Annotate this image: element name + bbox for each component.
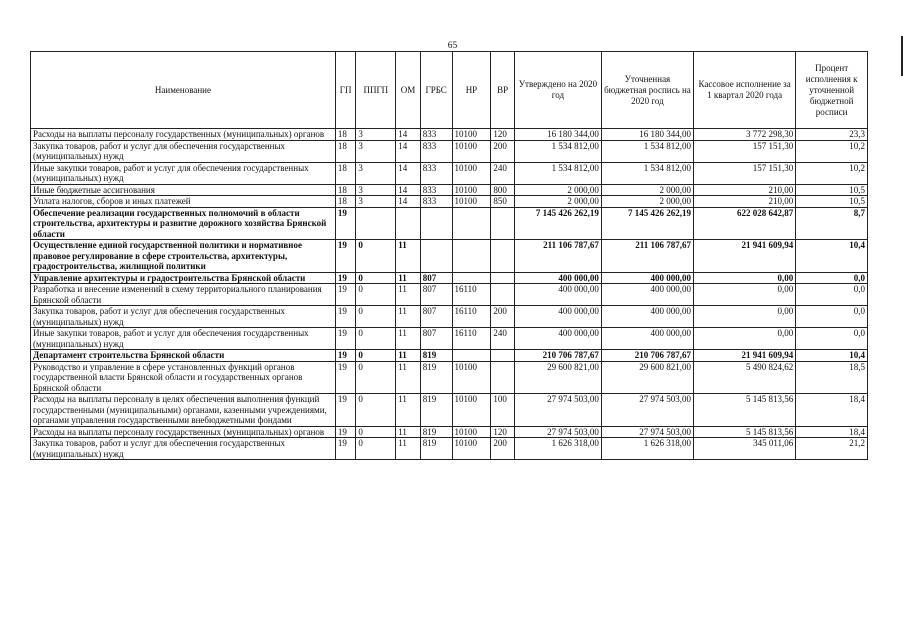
cell-cash: 21 941 609,94 [693, 350, 795, 362]
cell-np [452, 240, 491, 273]
header-gp: ГП [335, 52, 355, 129]
table-row [31, 350, 868, 362]
cell-cash: 622 028 642,87 [693, 207, 795, 240]
cell-vr: 850 [491, 196, 515, 208]
cell-ppgp: 0 [356, 394, 396, 427]
cell-approved: 2 000,00 [514, 196, 601, 208]
cell-approved: 1 534 812,00 [514, 140, 601, 162]
cell-om: 14 [396, 140, 421, 162]
cell-vr: 120 [491, 426, 515, 438]
cell-grbs: 807 [420, 272, 452, 284]
table-row [31, 394, 868, 427]
cell-om: 14 [396, 184, 421, 196]
cell-percent: 21,2 [796, 438, 868, 460]
cell-refined: 7 145 426 262,19 [601, 207, 693, 240]
cell-om: 11 [396, 240, 421, 273]
cell-ppgp: 0 [356, 306, 396, 328]
cell-name: Уплата налогов, сборов и иных платежей [31, 196, 336, 208]
table-row [31, 306, 868, 328]
cell-percent: 10,5 [796, 184, 868, 196]
cell-cash: 5 145 813,56 [693, 394, 795, 427]
cell-grbs: 833 [420, 140, 452, 162]
cell-vr: 200 [491, 306, 515, 328]
cell-percent: 10,2 [796, 140, 868, 162]
cell-grbs: 819 [420, 394, 452, 427]
table-row [31, 129, 868, 141]
cell-refined: 400 000,00 [601, 284, 693, 306]
cell-om: 11 [396, 328, 421, 350]
cell-grbs: 819 [420, 361, 452, 394]
cell-name: Управление архитектуры и градостроительства Брянской области [31, 272, 336, 284]
table-row [31, 438, 868, 460]
cell-name: Департамент строительства Брянской области [31, 350, 336, 362]
cell-approved: 211 106 787,67 [514, 240, 601, 273]
cell-approved: 2 000,00 [514, 184, 601, 196]
cell-gp: 19 [335, 426, 355, 438]
cell-name: Закупка товаров, работ и услуг для обеспечения государственных (муниципальных) нужд [31, 140, 336, 162]
header-ppgp: ППГП [356, 52, 396, 129]
table-row [31, 426, 868, 438]
page-number: 65 [447, 41, 458, 51]
cell-ppgp: 3 [356, 140, 396, 162]
cell-name: Закупка товаров, работ и услуг для обеспечения государственных (муниципальных) нужд [31, 306, 336, 328]
cell-name: Руководство и управление в сфере установленных функций органов государственной власти Брянской области и государственных органов Брянской области [31, 361, 336, 394]
cell-refined: 400 000,00 [601, 328, 693, 350]
cell-grbs: 833 [420, 129, 452, 141]
cell-gp: 19 [335, 350, 355, 362]
cell-gp: 18 [335, 129, 355, 141]
cell-ppgp: 3 [356, 184, 396, 196]
cell-grbs: 807 [420, 328, 452, 350]
cell-ppgp: 0 [356, 350, 396, 362]
cell-vr [491, 272, 515, 284]
cell-refined: 400 000,00 [601, 272, 693, 284]
cell-vr: 200 [491, 438, 515, 460]
header-percent: Процент исполнения к уточненной бюджетной росписи [796, 52, 868, 129]
header-grbs: ГРБС [420, 52, 452, 129]
cell-grbs: 819 [420, 426, 452, 438]
cell-refined: 2 000,00 [601, 184, 693, 196]
cell-cash: 5 145 813,56 [693, 426, 795, 438]
cell-om: 11 [396, 306, 421, 328]
cell-ppgp: 0 [356, 361, 396, 394]
cell-percent: 10,2 [796, 162, 868, 184]
cell-ppgp: 3 [356, 162, 396, 184]
cell-gp: 19 [335, 306, 355, 328]
cell-om [396, 207, 421, 240]
cell-name: Осуществление единой государственной политики и нормативное правовое регулирование в сфере строительства, архитектуры, градостроительства, жилищной политики [31, 240, 336, 273]
cell-percent: 23,3 [796, 129, 868, 141]
cell-np: 10100 [452, 162, 491, 184]
cell-ppgp [356, 207, 396, 240]
cell-ppgp: 0 [356, 272, 396, 284]
cell-refined: 1 534 812,00 [601, 162, 693, 184]
cell-refined: 29 600 821,00 [601, 361, 693, 394]
cell-cash: 0,00 [693, 272, 795, 284]
cell-om: 11 [396, 361, 421, 394]
cell-gp: 18 [335, 196, 355, 208]
cell-approved: 400 000,00 [514, 272, 601, 284]
cell-om: 11 [396, 284, 421, 306]
cell-ppgp: 0 [356, 284, 396, 306]
header-cash: Кассовое исполнение за 1 квартал 2020 года [693, 52, 795, 129]
cell-np: 10100 [452, 140, 491, 162]
cell-grbs [420, 240, 452, 273]
cell-grbs: 833 [420, 162, 452, 184]
cell-grbs: 807 [420, 306, 452, 328]
cell-vr [491, 240, 515, 273]
cell-cash: 210,00 [693, 196, 795, 208]
table-row [31, 240, 868, 273]
cell-np [452, 350, 491, 362]
cell-np: 16110 [452, 306, 491, 328]
cell-name: Расходы на выплаты персоналу государственных (муниципальных) органов [31, 129, 336, 141]
cell-approved: 400 000,00 [514, 284, 601, 306]
cell-gp: 19 [335, 207, 355, 240]
cell-approved: 1 626 318,00 [514, 438, 601, 460]
cell-cash: 157 151,30 [693, 140, 795, 162]
cell-refined: 2 000,00 [601, 196, 693, 208]
table-row [31, 328, 868, 350]
budget-table [30, 51, 868, 460]
header-vr: ВР [491, 52, 515, 129]
cell-name: Иные закупки товаров, работ и услуг для обеспечения государственных (муниципальных) нужд [31, 162, 336, 184]
cell-ppgp: 0 [356, 240, 396, 273]
cell-np [452, 207, 491, 240]
cell-approved: 27 974 503,00 [514, 394, 601, 427]
cell-np: 10100 [452, 129, 491, 141]
table-row [31, 140, 868, 162]
cell-gp: 18 [335, 184, 355, 196]
cell-gp: 18 [335, 140, 355, 162]
cell-refined: 400 000,00 [601, 306, 693, 328]
cell-np [452, 272, 491, 284]
page-edge-mark [901, 36, 903, 76]
cell-vr: 120 [491, 129, 515, 141]
cell-np: 10100 [452, 361, 491, 394]
table-header-row [31, 52, 868, 129]
cell-approved: 400 000,00 [514, 328, 601, 350]
cell-gp: 19 [335, 328, 355, 350]
cell-percent: 0,0 [796, 284, 868, 306]
cell-approved: 1 534 812,00 [514, 162, 601, 184]
cell-grbs: 833 [420, 184, 452, 196]
cell-cash: 0,00 [693, 328, 795, 350]
cell-percent: 8,7 [796, 207, 868, 240]
cell-gp: 19 [335, 284, 355, 306]
cell-np: 16110 [452, 328, 491, 350]
cell-ppgp: 3 [356, 196, 396, 208]
cell-vr: 240 [491, 328, 515, 350]
header-om: ОМ [396, 52, 421, 129]
cell-np: 10100 [452, 426, 491, 438]
cell-percent: 18,4 [796, 426, 868, 438]
cell-percent: 0,0 [796, 306, 868, 328]
cell-percent: 10,4 [796, 240, 868, 273]
table-row [31, 284, 868, 306]
cell-name: Расходы на выплаты персоналу в целях обеспечения выполнения функций государственными (муниципальными) органами, казенными учреждениями, органами управления государственными внебюджетными фондами [31, 394, 336, 427]
cell-ppgp: 3 [356, 129, 396, 141]
table-row [31, 361, 868, 394]
cell-om: 11 [396, 438, 421, 460]
table-row [31, 184, 868, 196]
cell-om: 14 [396, 196, 421, 208]
cell-gp: 19 [335, 240, 355, 273]
cell-grbs [420, 207, 452, 240]
cell-cash: 157 151,30 [693, 162, 795, 184]
cell-vr [491, 350, 515, 362]
cell-percent: 18,4 [796, 394, 868, 427]
cell-np: 10100 [452, 438, 491, 460]
cell-approved: 29 600 821,00 [514, 361, 601, 394]
cell-ppgp: 0 [356, 328, 396, 350]
cell-approved: 16 180 344,00 [514, 129, 601, 141]
cell-gp: 19 [335, 272, 355, 284]
cell-vr: 100 [491, 394, 515, 427]
cell-name: Разработка и внесение изменений в схему территориального планирования Брянской области [31, 284, 336, 306]
cell-gp: 19 [335, 361, 355, 394]
cell-cash: 0,00 [693, 284, 795, 306]
header-approved: Утверждено на 2020 год [514, 52, 601, 129]
cell-name: Закупка товаров, работ и услуг для обеспечения государственных (муниципальных) нужд [31, 438, 336, 460]
cell-refined: 210 706 787,67 [601, 350, 693, 362]
cell-ppgp: 0 [356, 426, 396, 438]
cell-grbs: 819 [420, 350, 452, 362]
cell-cash: 0,00 [693, 306, 795, 328]
cell-vr [491, 361, 515, 394]
cell-approved: 7 145 426 262,19 [514, 207, 601, 240]
cell-refined: 211 106 787,67 [601, 240, 693, 273]
cell-name: Обеспечение реализации государственных полномочий в области строительства, архитектуры и развитие дорожного хозяйства Брянской области [31, 207, 336, 240]
cell-percent: 0,0 [796, 328, 868, 350]
cell-approved: 27 974 503,00 [514, 426, 601, 438]
cell-refined: 27 974 503,00 [601, 394, 693, 427]
cell-refined: 1 534 812,00 [601, 140, 693, 162]
table-row [31, 162, 868, 184]
header-name: Наименование [31, 52, 336, 129]
cell-vr: 200 [491, 140, 515, 162]
cell-om: 11 [396, 426, 421, 438]
cell-vr [491, 284, 515, 306]
cell-percent: 18,5 [796, 361, 868, 394]
cell-approved: 400 000,00 [514, 306, 601, 328]
cell-refined: 27 974 503,00 [601, 426, 693, 438]
table-row [31, 207, 868, 240]
cell-refined: 1 626 318,00 [601, 438, 693, 460]
cell-om: 14 [396, 129, 421, 141]
cell-gp: 19 [335, 394, 355, 427]
cell-om: 14 [396, 162, 421, 184]
cell-om: 11 [396, 394, 421, 427]
table-body [31, 129, 868, 460]
cell-gp: 18 [335, 162, 355, 184]
cell-vr: 800 [491, 184, 515, 196]
table-row [31, 196, 868, 208]
cell-name: Расходы на выплаты персоналу государственных (муниципальных) органов [31, 426, 336, 438]
cell-cash: 5 490 824,62 [693, 361, 795, 394]
cell-percent: 0,0 [796, 272, 868, 284]
cell-percent: 10,5 [796, 196, 868, 208]
cell-percent: 10,4 [796, 350, 868, 362]
cell-cash: 210,00 [693, 184, 795, 196]
cell-name: Иные бюджетные ассигнования [31, 184, 336, 196]
cell-om: 11 [396, 272, 421, 284]
cell-gp: 19 [335, 438, 355, 460]
header-refined: Уточненная бюджетная роспись на 2020 год [601, 52, 693, 129]
cell-np: 10100 [452, 196, 491, 208]
cell-refined: 16 180 344,00 [601, 129, 693, 141]
cell-cash: 345 011,06 [693, 438, 795, 460]
cell-cash: 3 772 298,30 [693, 129, 795, 141]
cell-np: 10100 [452, 184, 491, 196]
cell-grbs: 807 [420, 284, 452, 306]
cell-np: 10100 [452, 394, 491, 427]
cell-grbs: 833 [420, 196, 452, 208]
table-row [31, 272, 868, 284]
header-np: НР [452, 52, 491, 129]
cell-ppgp: 0 [356, 438, 396, 460]
cell-grbs: 819 [420, 438, 452, 460]
cell-approved: 210 706 787,67 [514, 350, 601, 362]
cell-vr: 240 [491, 162, 515, 184]
cell-om: 11 [396, 350, 421, 362]
cell-cash: 21 941 609,94 [693, 240, 795, 273]
cell-name: Иные закупки товаров, работ и услуг для обеспечения государственных (муниципальных) нужд [31, 328, 336, 350]
cell-vr [491, 207, 515, 240]
cell-np: 16110 [452, 284, 491, 306]
